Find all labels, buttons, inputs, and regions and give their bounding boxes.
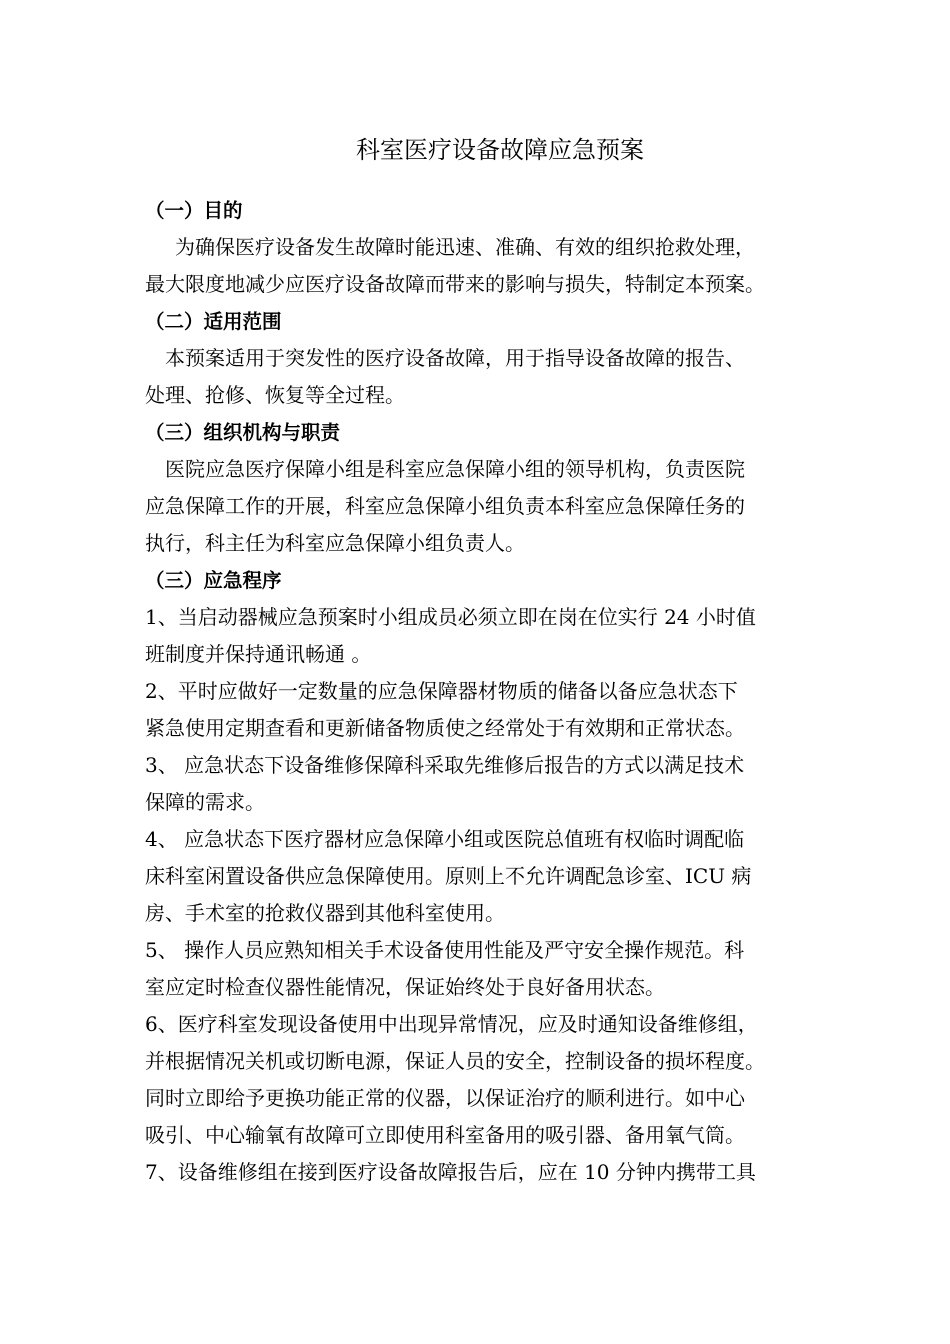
procedure-line: 班制度并保持通讯畅通 。 <box>145 642 372 666</box>
procedure-line: 床科室闲置设备供应急保障使用。原则上不允许调配急诊室、ICU 病 <box>145 864 752 888</box>
procedure-line: 保障的需求。 <box>145 790 265 814</box>
section-heading-organization: （三）组织机构与职责 <box>145 421 341 444</box>
procedure-line: 2、平时应做好一定数量的应急保障器材物质的储备以备应急状态下 <box>145 679 738 703</box>
section-heading-purpose: （一）目的 <box>145 199 243 222</box>
procedure-line: 房、手术室的抢救仪器到其他科室使用。 <box>145 901 505 925</box>
section-heading-procedure: （三）应急程序 <box>145 569 282 592</box>
document-body <box>145 192 813 1191</box>
paragraph-line: 执行，科主任为科室应急保障小组负责人。 <box>145 531 525 555</box>
procedure-line: 并根据情况关机或切断电源，保证人员的安全，控制设备的损坏程度。 <box>145 1049 765 1073</box>
procedure-line: 吸引、中心输氧有故障可立即使用科室备用的吸引器、备用氧气筒。 <box>145 1123 745 1147</box>
procedure-line: 室应定时检查仪器性能情况，保证始终处于良好备用状态。 <box>145 975 665 999</box>
document-title: 科室医疗设备故障应急预案 <box>356 136 644 164</box>
procedure-line: 4、 应急状态下医疗器材应急保障小组或医院总值班有权临时调配临 <box>145 827 745 851</box>
procedure-line: 3、 应急状态下设备维修保障科采取先维修后报告的方式以满足技术 <box>145 753 745 777</box>
paragraph-line: 为确保医疗设备发生故障时能迅速、准确、有效的组织抢救处理， <box>175 235 755 259</box>
procedure-line: 7、设备维修组在接到医疗设备故障报告后，应在 10 分钟内携带工具 <box>145 1160 756 1184</box>
procedure-line: 紧急使用定期查看和更新储备物质使之经常处于有效期和正常状态。 <box>145 716 745 740</box>
paragraph-line: 最大限度地减少应医疗设备故障而带来的影响与损失，特制定本预案。 <box>145 272 765 296</box>
procedure-line: 5、 操作人员应熟知相关手术设备使用性能及严守安全操作规范。科 <box>145 938 745 962</box>
paragraph-line: 医院应急医疗保障小组是科室应急保障小组的领导机构，负责医院 <box>165 457 745 481</box>
procedure-line: 同时立即给予更换功能正常的仪器，以保证治疗的顺利进行。如中心 <box>145 1086 745 1110</box>
procedure-line: 1、当启动器械应急预案时小组成员必须立即在岗在位实行 24 小时值 <box>145 605 756 629</box>
paragraph-line: 本预案适用于突发性的医疗设备故障，用于指导设备故障的报告、 <box>165 346 745 370</box>
paragraph-line: 处理、抢修、恢复等全过程。 <box>145 383 405 407</box>
procedure-line: 6、医疗科室发现设备使用中出现异常情况，应及时通知设备维修组， <box>145 1012 758 1036</box>
section-heading-scope: （二）适用范围 <box>145 310 282 333</box>
paragraph-line: 应急保障工作的开展，科室应急保障小组负责本科室应急保障任务的 <box>145 494 745 518</box>
